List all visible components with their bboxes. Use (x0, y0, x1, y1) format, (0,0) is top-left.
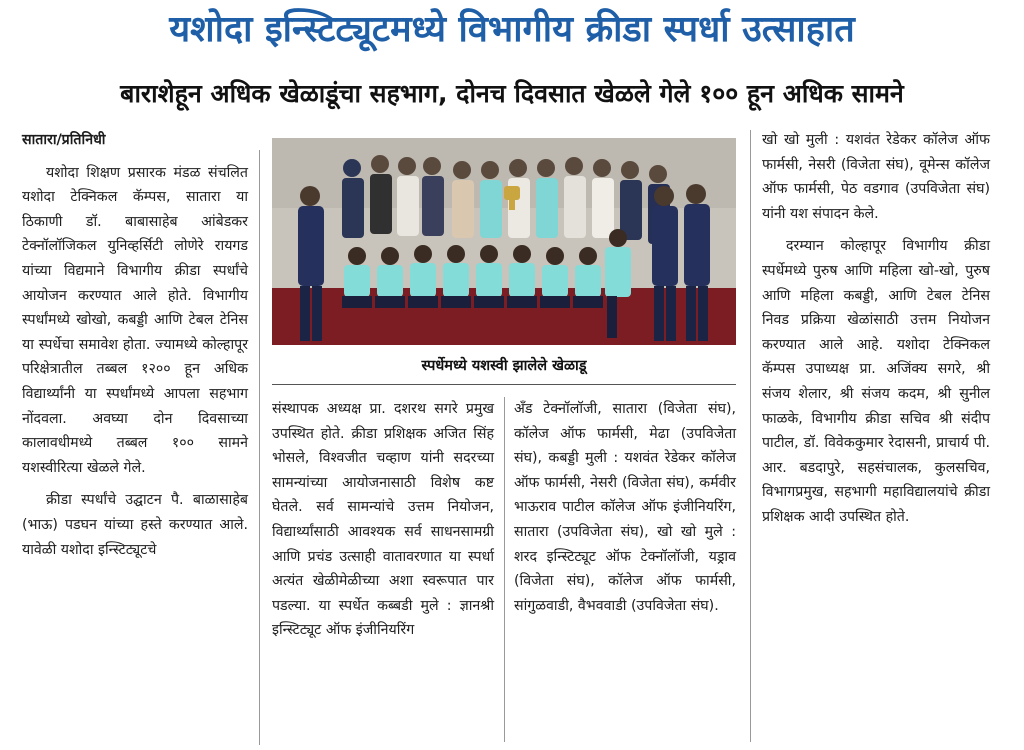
column-1 (22, 128, 248, 562)
team-photo-illustration (272, 138, 736, 345)
team-photo (272, 138, 736, 345)
caption-rule (272, 384, 736, 385)
column-3 (514, 397, 736, 618)
col4-paragraph-2: दरम्यान कोल्हापूर विभागीय क्रीडा स्पर्धेमध्ये पुरुष आणि महिला खो-खो, पुरुष आणि महिला कबड्डी, आणि टेबल टेनिस निवड प्रक्रिया खेळांसाठी उत्तम नियोजन करण्यात आले आहे. यशोदा टेक्निकल कॅम्पस उपाध्यक्ष प्रा. अजिंक्य सगरे, श्री संजय शेलार, श्री संजय कदम, श्री सुनील फाळके, विभागीय क्रीडा सचिव श्री संदीप पाटील, डॉ. विवेककुमार रेदासनी, प्राचार्य पी. आर. बडदापुरे, सहसंचालक, कुलसचिव, विभागप्रमुख, सहभागी महाविद्यालयांचे क्रीडा प्रशिक्षक आदी उपस्थित होते. (762, 238, 990, 525)
column-4 (762, 128, 990, 530)
col3-paragraph: अँड टेक्नॉलॉजी, सातारा (विजेता संघ), कॉलेज ऑफ फार्मसी, मेढा (उपविजेता संघ), कबड्डी मुली : यशवंत रेडेकर कॉलेज ऑफ फार्मसी, नेसरी (विजेता संघ), कर्मवीर भाऊराव पाटील कॉलेज ऑफ इंजीनियरिंग, सातारा (उपविजेता संघ), खो खो मुले : शरद इन्स्टिट्यूट ऑफ टेक्नॉलॉजी, यड्राव (विजेता संघ), कॉलेज ऑफ फार्मसी, सांगुळवाडी, वैभववाडी (उपविजेता संघ). (514, 401, 736, 614)
column-divider-1 (259, 150, 260, 745)
column-2 (272, 397, 494, 643)
headline: यशोदा इन्स्टिट्यूटमध्ये विभागीय क्रीडा स्पर्धा उत्साहात (169, 9, 855, 50)
byline: सातारा/प्रतिनिधी (22, 132, 106, 148)
column-divider-3 (750, 130, 751, 742)
column-divider-2 (504, 397, 505, 742)
col4-paragraph-1: खो खो मुली : यशवंत रेडेकर कॉलेज ऑफ फार्मसी, नेसरी (विजेता संघ), वूमेन्स कॉलेज ऑफ फार्मसी, पेठ वडगाव (उपविजेता संघ) यांनी यश संपादन केले. (762, 132, 990, 222)
col1-paragraph-1: यशोदा शिक्षण प्रसारक मंडळ संचलित यशोदा टेक्निकल कॅम्पस, सातारा या ठिकाणी डॉ. बाबासाहेब आंबेडकर टेक्नॉलॉजिकल युनिव्हर्सिटी लोणेरे रायगड यांच्या विद्यमाने विभागीय क्रीडा स्पर्धांचे आयोजन करण्यात आले होते. विभागीय स्पर्धांमध्ये खोखो, कबड्डी आणि टेबल टेनिस या स्पर्धेचा समावेश होता. ज्यामध्ये कोल्हापूर परिक्षेत्रातील तब्बल १२०० हून अधिक विद्यार्थ्यांनी या स्पर्धांमध्ये आपला सहभाग नोंदवला. अवघ्या दोन दिवसाच्या कालावधीमध्ये तब्बल १०० सामने यशस्वीरित्या खेळले गेले. (22, 164, 248, 476)
subheadline: बाराशेहून अधिक खेळाडूंचा सहभाग, दोनच दिवसात खेळले गेले १०० हून अधिक सामने (120, 79, 904, 108)
col2-paragraph: संस्थापक अध्यक्ष प्रा. दशरथ सगरे प्रमुख उपस्थित होते. क्रीडा प्रशिक्षक अजित सिंह भोसले, विश्वजीत चव्हाण यांनी सदरच्या सामन्यांच्या आयोजनासाठी विशेष कष्ट घेतले. सर्व सामन्यांचे उत्तम नियोजन, विद्यार्थ्यांसाठी आवश्यक सर्व साधनसामग्री आणि प्रचंड उत्साही वातावरणात या स्पर्धा अत्यंत खेळीमेळीच्या अशा स्वरूपात पार पडल्या. या स्पर्धेत कब्बडी मुले : ज्ञानश्री इन्स्टिट्यूट ऑफ इंजीनियरिंग (272, 401, 494, 639)
col1-paragraph-2: क्रीडा स्पर्धांचे उद्घाटन पै. बाळासाहेब (भाऊ) पडघन यांच्या हस्ते करण्यात आले. यावेळी यशोदा इन्स्टिट्यूटचे (22, 492, 248, 558)
photo-caption: स्पर्धेमध्ये यशस्वी झालेले खेळाडू (421, 358, 587, 374)
